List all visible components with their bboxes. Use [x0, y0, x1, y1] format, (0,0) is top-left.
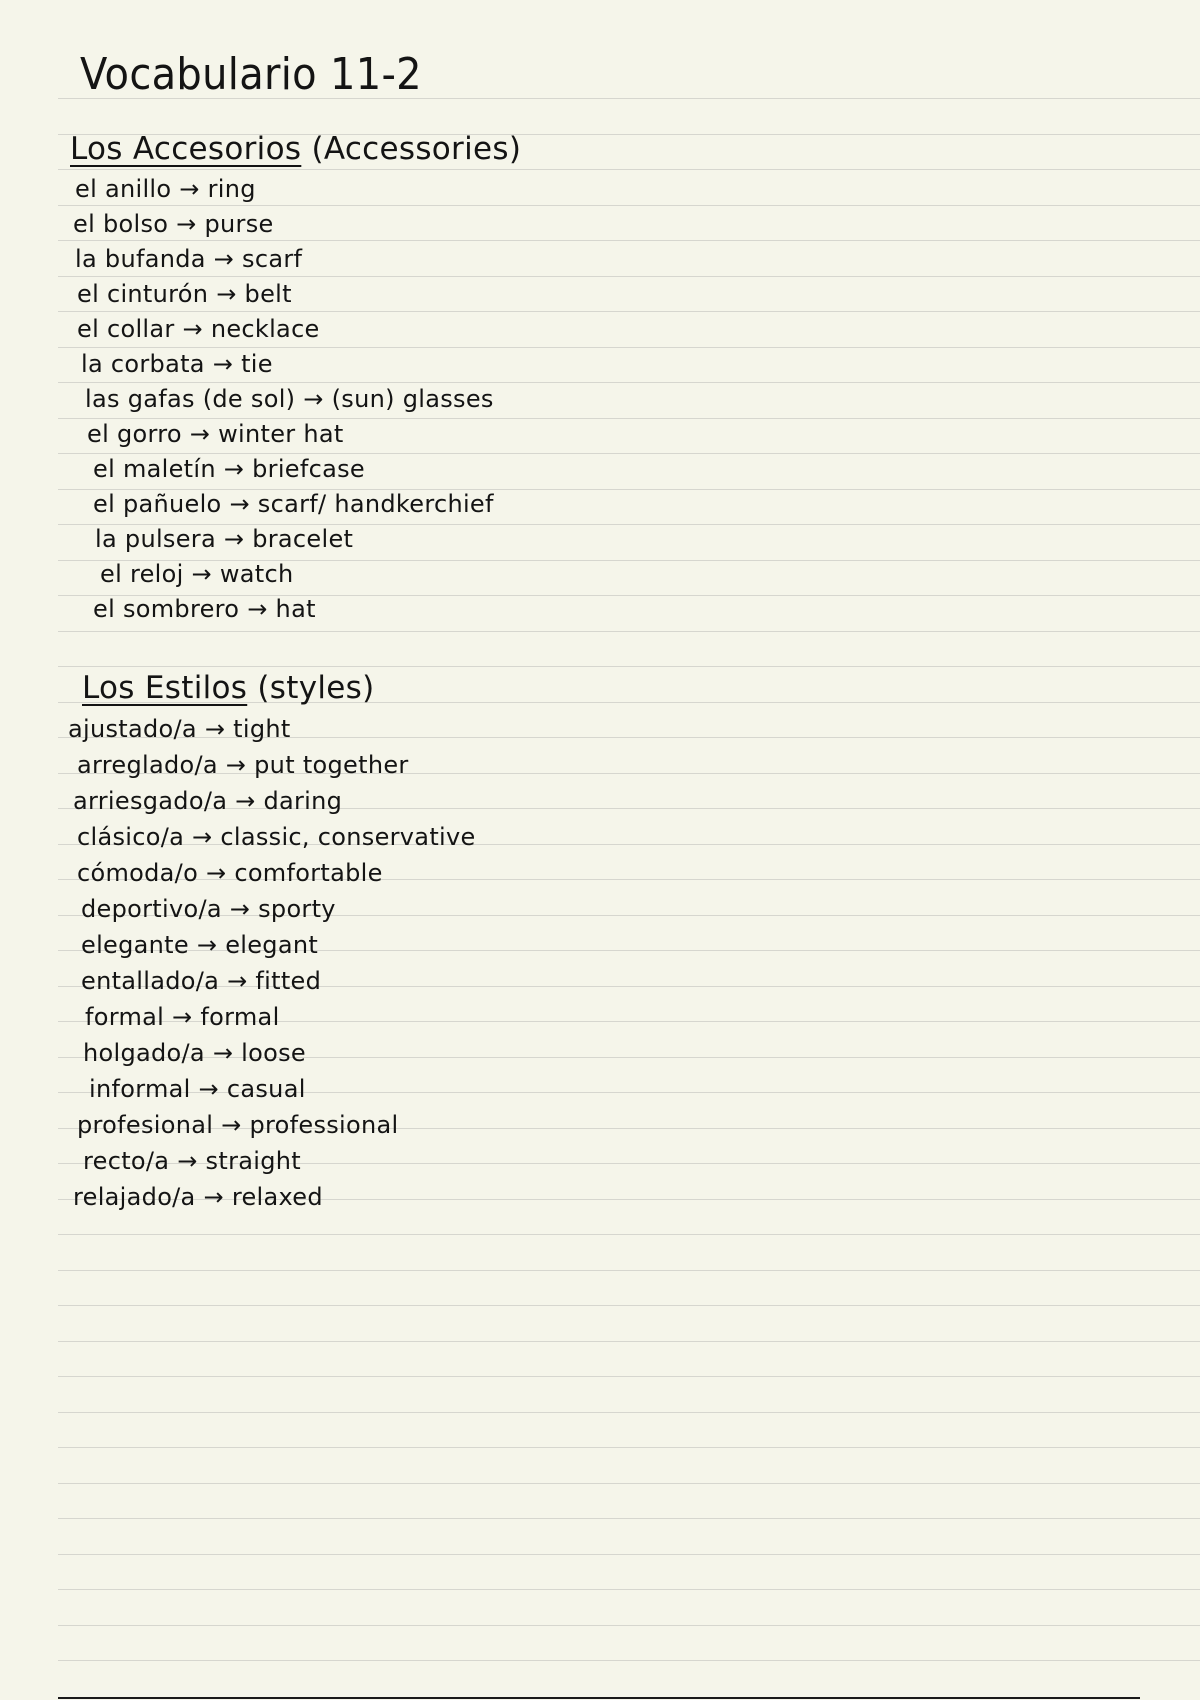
ruled-line [58, 453, 1200, 454]
vocab-item: el bolso → purse [73, 210, 274, 238]
bottom-rule [58, 1697, 1140, 1699]
vocab-item: relajado/a → relaxed [73, 1183, 323, 1211]
ruled-line [58, 631, 1200, 632]
section-heading-main: Los Accesorios [70, 131, 302, 167]
vocab-item: informal → casual [89, 1075, 306, 1103]
vocab-item: arreglado/a → put together [77, 751, 409, 779]
vocab-item: el collar → necklace [77, 315, 320, 343]
vocab-item: cómoda/o → comfortable [77, 859, 383, 887]
vocab-item: el anillo → ring [75, 175, 256, 203]
vocab-item: clásico/a → classic, conservative [77, 823, 476, 851]
ruled-line [58, 169, 1200, 170]
vocab-item: la pulsera → bracelet [95, 525, 354, 553]
ruled-line [58, 1483, 1200, 1484]
ruled-line [58, 1518, 1200, 1519]
ruled-line [58, 1376, 1200, 1377]
ruled-line [58, 311, 1200, 312]
vocab-item: arriesgado/a → daring [73, 787, 343, 815]
vocab-item: elegante → elegant [81, 931, 319, 959]
section-heading-estilos [82, 670, 374, 706]
ruled-line [58, 418, 1200, 419]
ruled-line [58, 1554, 1200, 1555]
ruled-line [58, 1341, 1200, 1342]
vocab-item: el pañuelo → scarf/ handkerchief [93, 490, 494, 518]
ruled-line [58, 382, 1200, 383]
ruled-line [58, 347, 1200, 348]
section-heading-translation: (Accessories) [311, 131, 522, 167]
ruled-line [58, 1625, 1200, 1626]
ruled-line [58, 276, 1200, 277]
vocab-item: la corbata → tie [81, 350, 273, 378]
ruled-line [58, 205, 1200, 206]
vocab-item: la bufanda → scarf [75, 245, 303, 273]
ruled-line [58, 1305, 1200, 1306]
vocab-item: recto/a → straight [83, 1147, 301, 1175]
vocab-item: ajustado/a → tight [68, 715, 291, 743]
vocab-item: el gorro → winter hat [87, 420, 344, 448]
ruled-line [58, 1589, 1200, 1590]
vocab-item: el sombrero → hat [93, 595, 316, 623]
ruled-line [58, 1234, 1200, 1235]
section-heading-translation: (styles) [257, 670, 375, 706]
vocab-item: entallado/a → fitted [81, 967, 322, 995]
vocab-item: profesional → professional [77, 1111, 399, 1139]
vocab-item: deportivo/a → sporty [81, 895, 336, 923]
section-heading-main: Los Estilos [82, 670, 248, 706]
ruled-line [58, 1660, 1200, 1661]
vocab-item: el reloj → watch [100, 560, 294, 588]
page-title: Vocabulario 11-2 [80, 50, 422, 100]
vocab-item: el cinturón → belt [77, 280, 292, 308]
vocab-item: las gafas (de sol) → (sun) glasses [85, 385, 494, 413]
vocab-item: formal → formal [85, 1003, 280, 1031]
ruled-line [58, 240, 1200, 241]
ruled-line [58, 666, 1200, 667]
ruled-line [58, 1412, 1200, 1413]
ruled-line [58, 1270, 1200, 1271]
ruled-line [58, 1447, 1200, 1448]
vocab-item: el maletín → briefcase [93, 455, 365, 483]
section-heading-accesorios [70, 131, 521, 167]
vocab-item: holgado/a → loose [83, 1039, 306, 1067]
